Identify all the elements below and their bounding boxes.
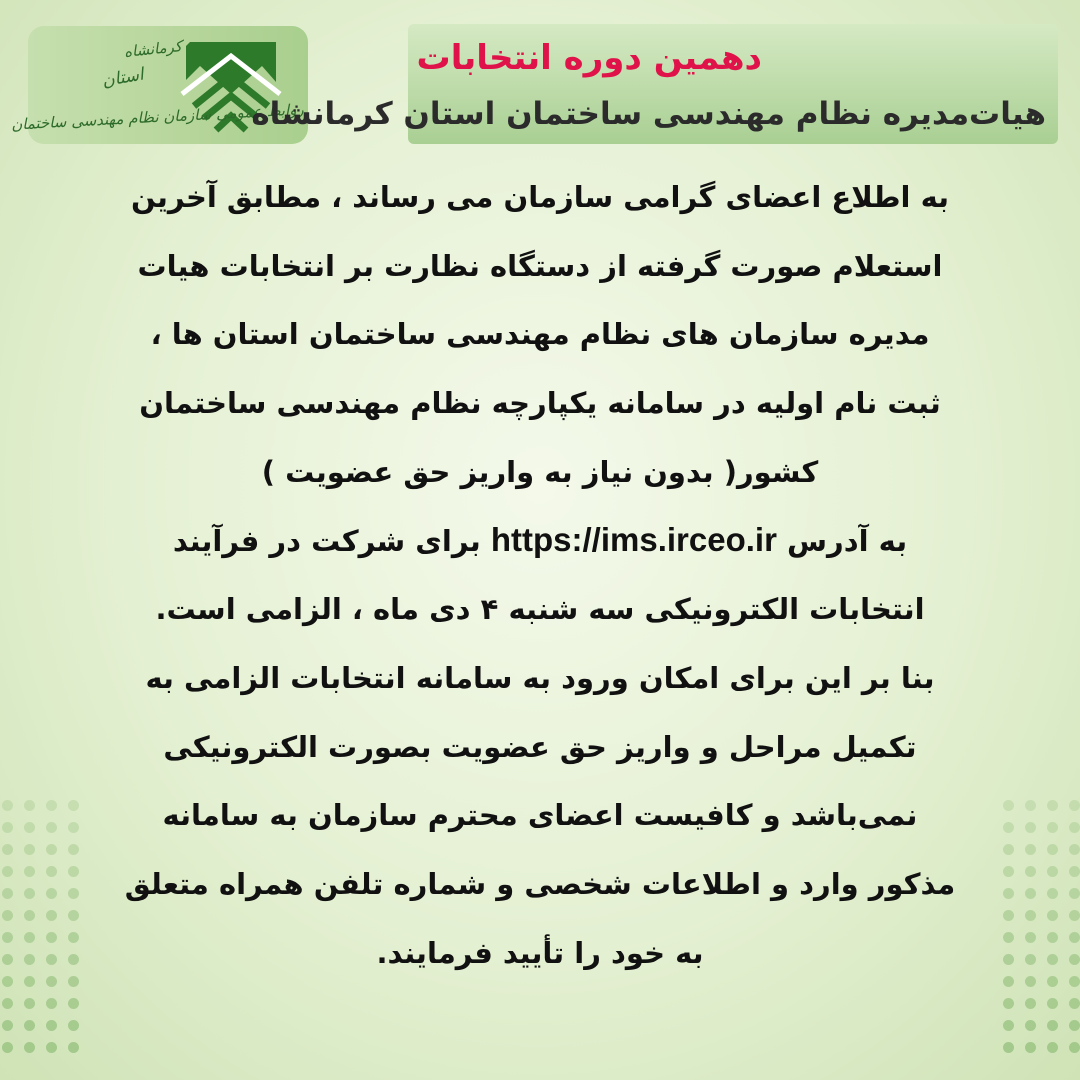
decor-dot: [1047, 822, 1058, 833]
decor-dot: [46, 1042, 57, 1053]
decor-dot: [24, 998, 35, 1009]
decor-dot: [2, 1042, 13, 1053]
decor-dot: [46, 822, 57, 833]
decor-dot: [1069, 1020, 1080, 1031]
body-line: مدیره سازمان های نظام مهندسی ساختمان استان ها ،: [150, 317, 930, 352]
address-suffix: برای شرکت در فرآیند: [172, 524, 481, 559]
decor-dot: [46, 888, 57, 899]
decor-dot: [1047, 976, 1058, 987]
decor-dot: [24, 866, 35, 877]
decor-dot: [46, 998, 57, 1009]
logo-city-text: کرمانشاه: [123, 37, 183, 61]
decor-dot: [1025, 910, 1036, 921]
decor-dot: [24, 800, 35, 811]
decor-dot: [1069, 888, 1080, 899]
decor-dot: [46, 800, 57, 811]
address-line: [70, 506, 1010, 575]
body-line: بنا بر این برای امکان ورود به سامانه انتخابات الزامی به: [145, 660, 935, 695]
body-line: نمی‌باشد و کافیست اعضای محترم سازمان به سامانه: [162, 798, 918, 833]
address-prefix: به آدرس: [787, 524, 908, 559]
decor-dot: [1003, 998, 1014, 1009]
decor-dot: [1047, 998, 1058, 1009]
decor-dot: [1025, 932, 1036, 943]
decor-dot: [1047, 932, 1058, 943]
decor-dot: [68, 1042, 79, 1053]
decor-dot: [1069, 800, 1080, 811]
decor-dot: [46, 954, 57, 965]
decor-dot: [1025, 976, 1036, 987]
decor-dot: [24, 1020, 35, 1031]
decor-dot: [1047, 954, 1058, 965]
body-line: ثبت نام اولیه در سامانه یکپارچه نظام مهندسی ساختمان: [139, 386, 941, 421]
decor-dot: [2, 932, 13, 943]
decor-dot: [1025, 1042, 1036, 1053]
logo-calligraphy: [10, 37, 305, 134]
decor-dot: [1025, 998, 1036, 1009]
decor-dot: [1003, 1020, 1014, 1031]
body-line: تکمیل مراحل و واریز حق عضویت بصورت الکترونیکی: [163, 729, 917, 764]
decor-dot: [1025, 888, 1036, 899]
decor-dot: [1047, 888, 1058, 899]
decor-dot: [1047, 1020, 1058, 1031]
decor-dot: [24, 844, 35, 855]
decor-dot: [68, 1020, 79, 1031]
decor-dot: [1047, 844, 1058, 855]
decor-dot: [46, 1020, 57, 1031]
decor-dot: [1047, 866, 1058, 877]
logo-province-text: استان: [100, 64, 146, 92]
decor-dot: [24, 1042, 35, 1053]
title-banner: [251, 24, 1058, 144]
decor-dot: [24, 822, 35, 833]
decor-dot: [46, 910, 57, 921]
decor-dot: [2, 822, 13, 833]
decor-dot: [24, 976, 35, 987]
decor-dot: [46, 844, 57, 855]
decor-dot: [1025, 866, 1036, 877]
announcement-body: [70, 163, 1010, 987]
decor-dot: [1069, 932, 1080, 943]
page-subtitle: هیات‌مدیره نظام مهندسی ساختمان استان کرمانشاه: [251, 96, 1046, 132]
decor-dot: [1003, 1042, 1014, 1053]
decor-dot: [2, 998, 13, 1009]
decor-dot: [1025, 822, 1036, 833]
decor-dot: [2, 910, 13, 921]
decor-dot: [2, 1020, 13, 1031]
decor-dot: [46, 866, 57, 877]
decor-dot: [1069, 976, 1080, 987]
decor-dot: [1025, 1020, 1036, 1031]
decor-dot: [2, 888, 13, 899]
body-line: مذکور وارد و اطلاعات شخصی و شماره تلفن همراه متعلق: [124, 866, 956, 901]
decor-dot: [1069, 954, 1080, 965]
decor-dot: [24, 932, 35, 943]
page-title: دهمین دوره انتخابات: [416, 38, 762, 78]
body-line: به اطلاع اعضای گرامی سازمان می رساند ، مطابق آخرین: [130, 180, 950, 214]
decor-dot: [1047, 1042, 1058, 1053]
decor-dot: [2, 866, 13, 877]
decor-dot: [24, 888, 35, 899]
registration-url-link[interactable]: https://ims.irceo.ir: [490, 521, 777, 559]
decor-dot: [2, 976, 13, 987]
decor-dot: [1069, 844, 1080, 855]
body-line: به خود را تأیید فرمایند.: [376, 935, 704, 970]
decor-dot: [24, 954, 35, 965]
decor-dot: [2, 844, 13, 855]
decor-dot: [68, 998, 79, 1009]
decor-dot: [2, 954, 13, 965]
decor-dot: [1069, 866, 1080, 877]
body-line: کشور( بدون نیاز به واریز حق عضویت ): [261, 454, 819, 489]
decor-dot: [1047, 910, 1058, 921]
decor-dot: [1025, 954, 1036, 965]
decor-dot: [46, 932, 57, 943]
decor-dot: [2, 800, 13, 811]
logo-organization-text: روابط عمومی سازمان نظام مهندسی ساختمان: [10, 100, 305, 134]
decor-dot: [1069, 822, 1080, 833]
decor-dot: [1047, 800, 1058, 811]
body-line: انتخابات الکترونیکی سه شنبه ۴ دی ماه ، الزامی است.: [155, 592, 925, 627]
decor-dot: [24, 910, 35, 921]
decor-dot: [46, 976, 57, 987]
decor-dot: [1025, 844, 1036, 855]
decor-dot: [1025, 800, 1036, 811]
decor-dot: [1069, 1042, 1080, 1053]
decor-dot: [1069, 998, 1080, 1009]
body-line: استعلام صورت گرفته از دستگاه نظارت بر انتخابات هیات: [137, 248, 943, 283]
decor-dot: [1069, 910, 1080, 921]
